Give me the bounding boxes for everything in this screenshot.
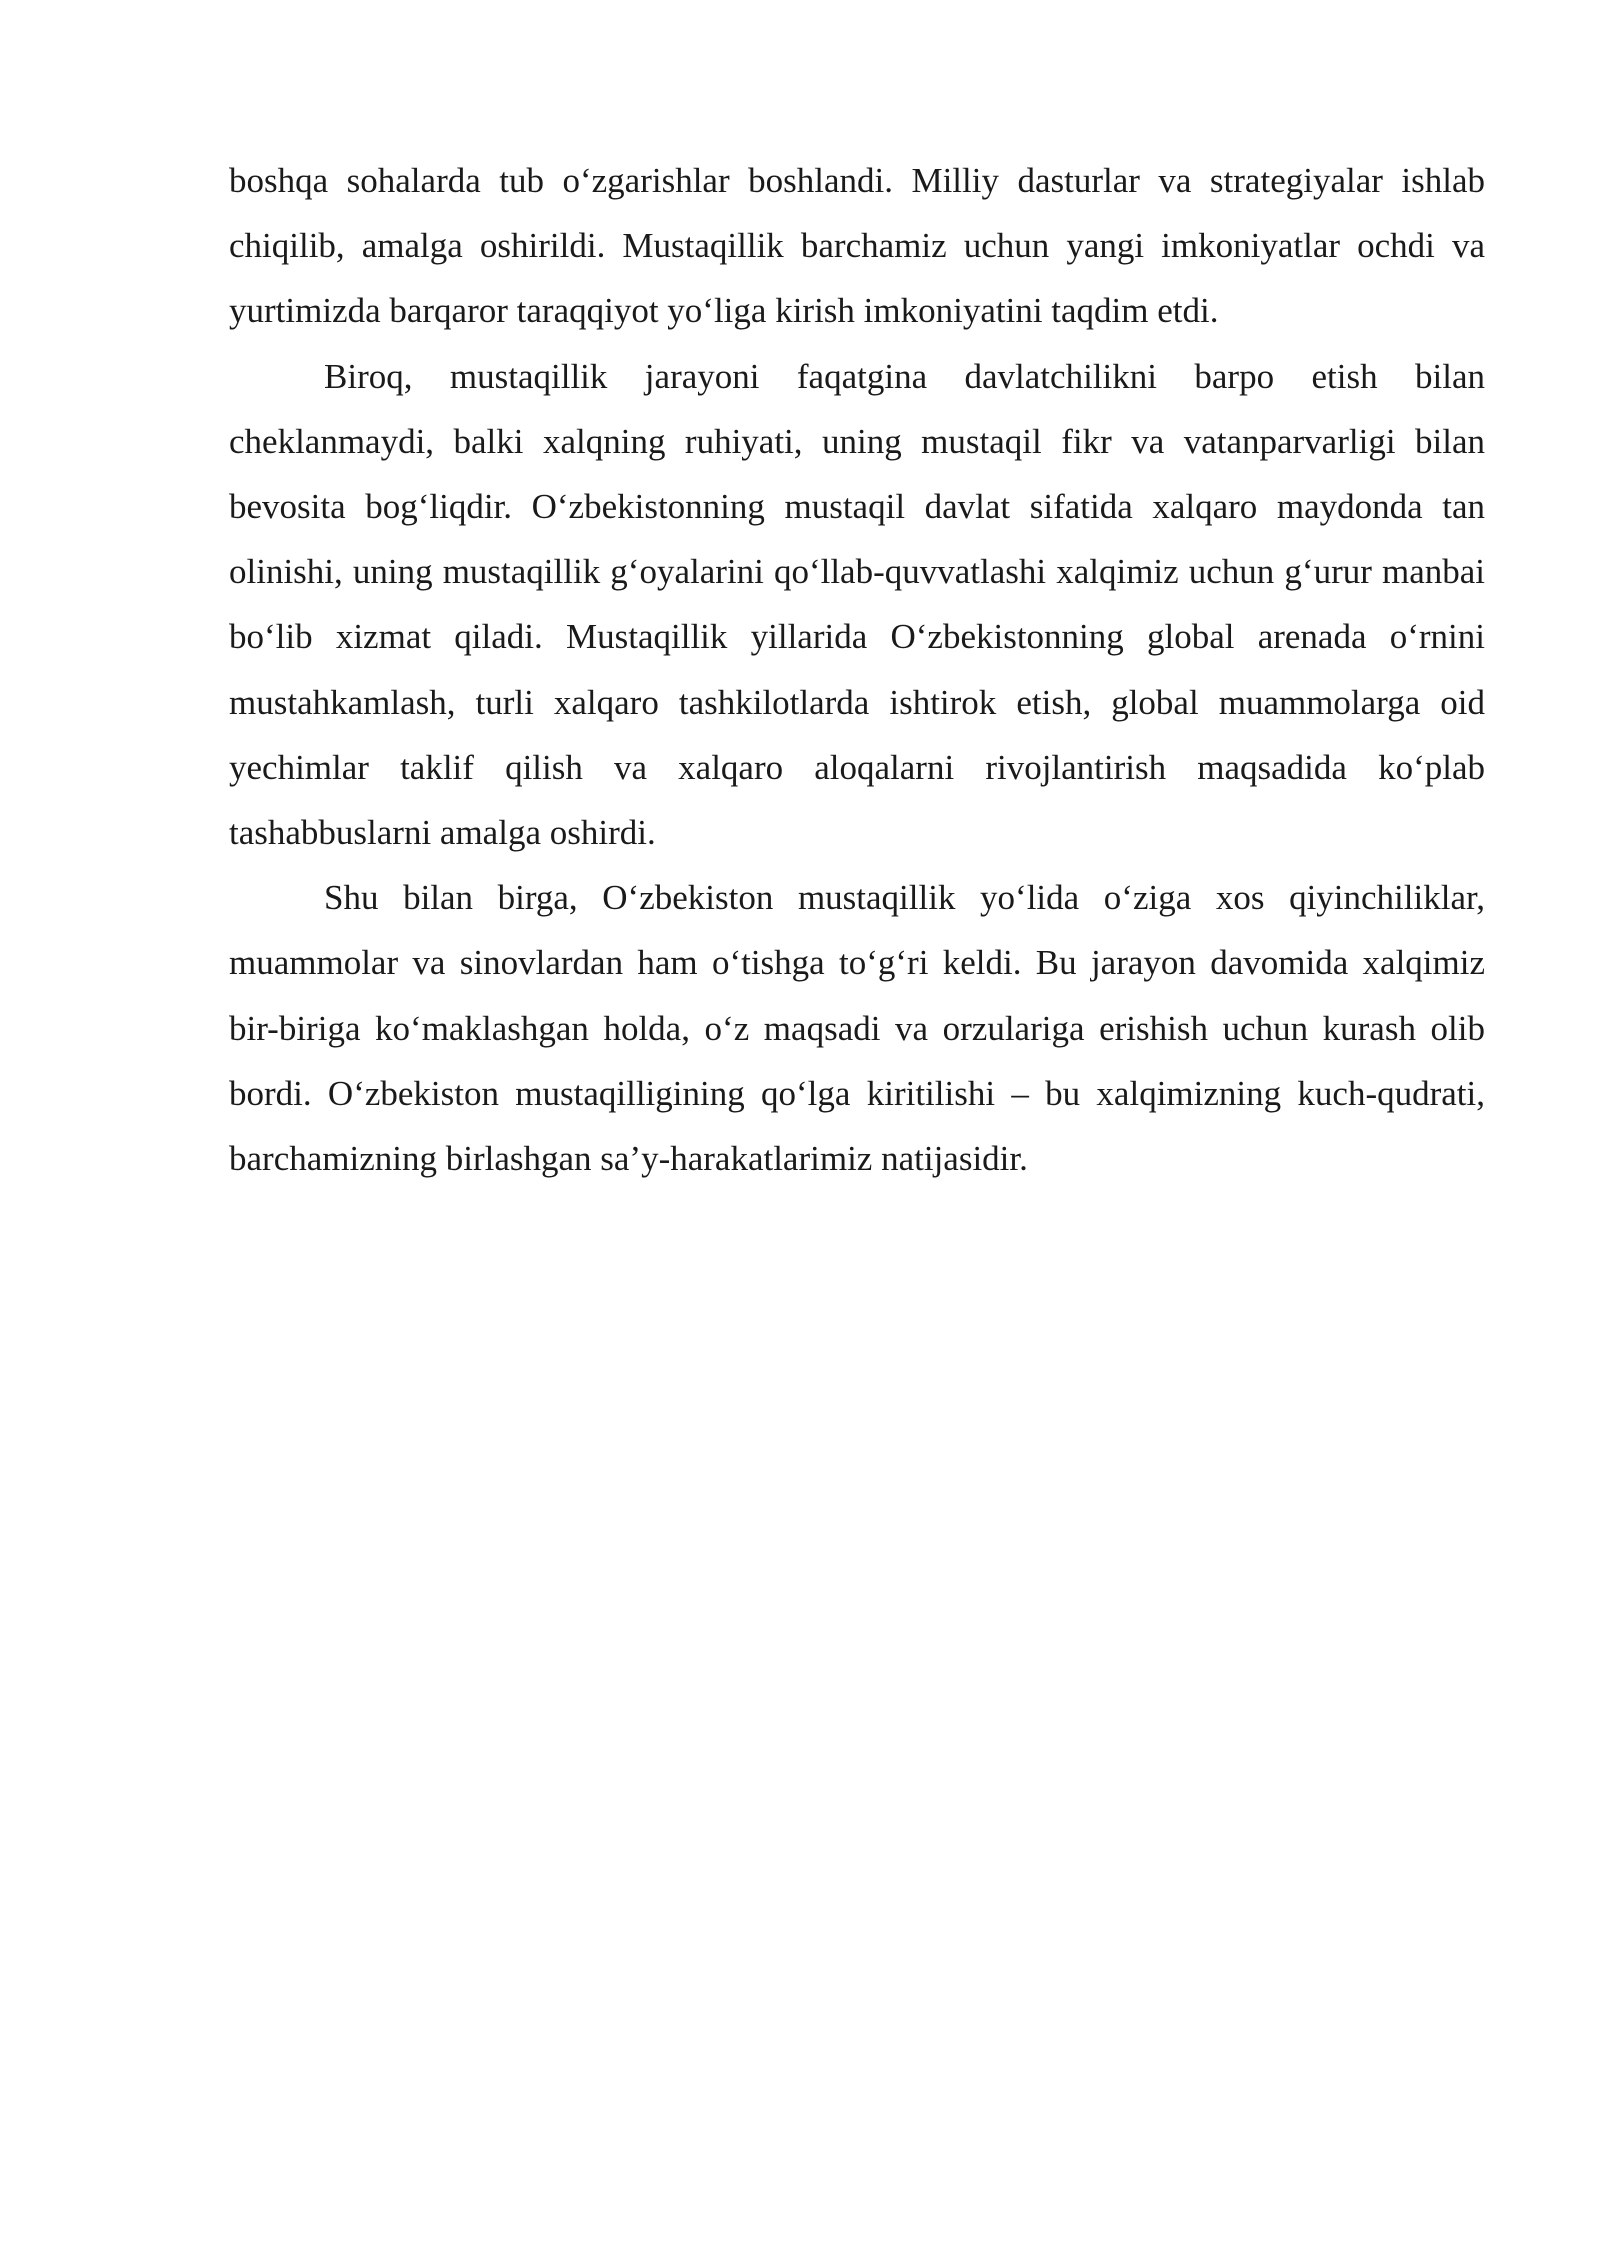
paragraph-2: Biroq, mustaqillik jarayoni faqatgina davlatchilikni barpo etish bilan cheklanmaydi, balki xalqning ruhiyati, uning mustaqil fikr va vatanparvarligi bilan bevosita bog‘liqdir. O‘zbekistonning mustaqil davlat sifatida xalqaro maydonda tan olinishi, uning mustaqillik g‘oyalarini qo‘llab-quvvatlashi xalqimiz uchun g‘urur manbai bo‘lib xizmat qiladi. Mustaqillik yillarida O‘zbekistonning global arenada o‘rnini mustahkamlash, turli xalqaro tashkilotlarda ishtirok etish, global muammolarga oid yechimlar taklif qilish va xalqaro aloqalarni rivojlantirish maqsadida ko‘plab tashabbuslarni amalga oshirdi. (229, 356, 1485, 853)
document-body (229, 148, 1485, 1191)
paragraph-3: Shu bilan birga, O‘zbekiston mustaqillik yo‘lida o‘ziga xos qiyinchiliklar, muammolar va sinovlardan ham o‘tishga to‘g‘ri keldi. Bu jarayon davomida xalqimiz bir-biriga ko‘maklashgan holda, o‘z maqsadi va orzulariga erishish uchun kurash olib bordi. O‘zbekiston mustaqilligining qo‘lga kiritilishi – bu xalqimizning kuch-qudrati, barchamizning birlashgan sa’y-harakatlarimiz natijasidir. (229, 878, 1485, 1179)
paragraph-1: boshqa sohalarda tub o‘zgarishlar boshlandi. Milliy dasturlar va strategiyalar ishlab chiqilib, amalga oshirildi. Mustaqillik barchamiz uchun yangi imkoniyatlar ochdi va yurtimizda barqaror taraqqiyot yo‘liga kirish imkoniyatini taqdim etdi. (229, 161, 1485, 331)
